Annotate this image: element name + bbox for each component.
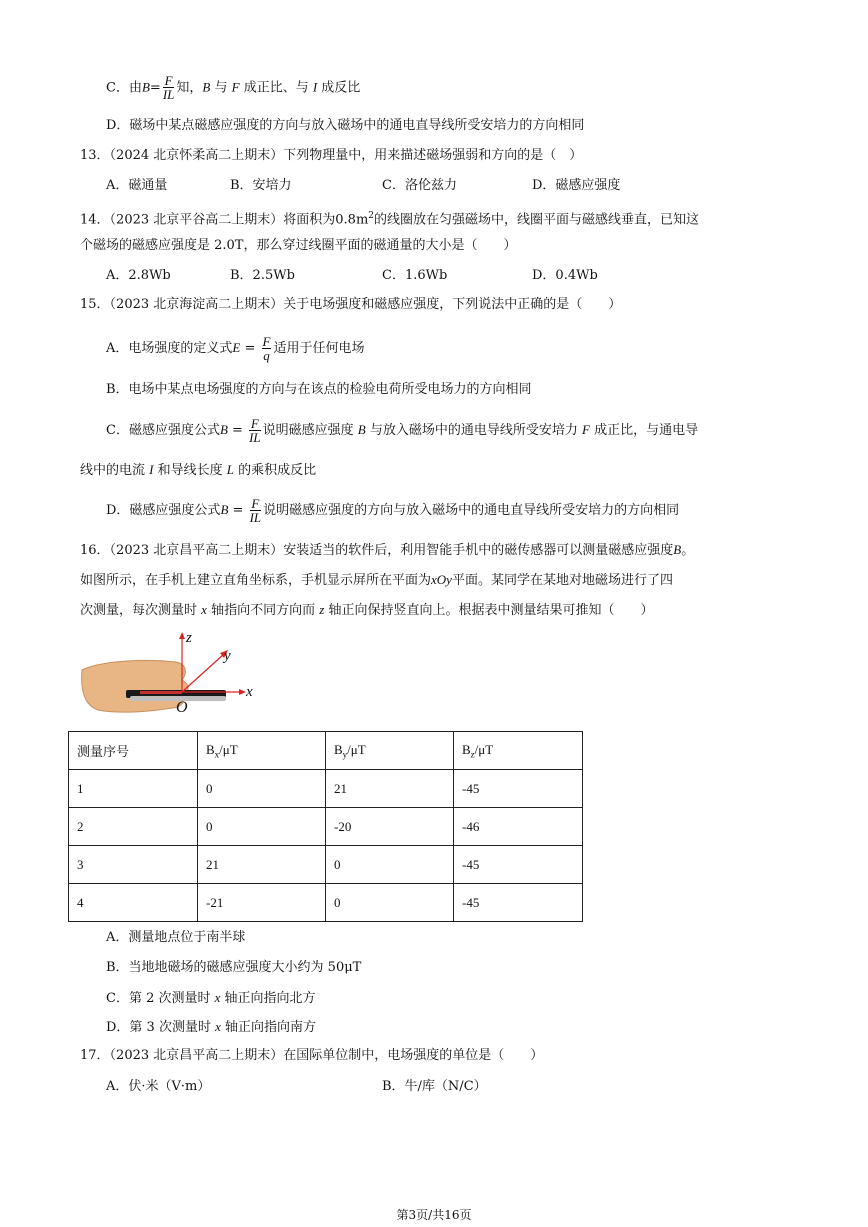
header-by-main: B [334,741,343,757]
phone-axes-figure [78,628,268,720]
header-bx-sub: x [214,749,220,760]
q12-c-den: IL [162,87,175,102]
q16-l3a: 次测量，每次测量时 [80,603,198,618]
q16-option-b: B．当地地磁场的磁感应强度大小约为 50μT [106,960,362,975]
q16-stem-line1 [80,540,694,561]
header-by-sub: y [342,749,348,760]
q14-option-b: B．2.5Wb [230,268,295,283]
q12-option-c [106,74,360,102]
q17-option-b: B．牛/库（N/C） [382,1079,487,1094]
q15-c-den: IL [249,429,261,445]
q16-d-a: D．第 3 次测量时 [106,1020,211,1035]
q15-a-suffix: 适用于任何电场 [273,341,365,356]
header-by-unit: /μT [347,741,366,757]
q14-area: 0.8m [335,212,369,228]
q15-d-den: IL [249,509,262,525]
q16-l1-b: B [673,542,682,557]
q15-d-fraction [250,497,262,525]
q15-c-prefix: C．磁感应强度公式 [106,423,220,438]
q12-c-s4: 成反比 [317,80,361,96]
q15-a-e: E [232,340,241,355]
table-cell: 0 [198,808,326,846]
q16-option-d [106,1017,316,1038]
origin-label: O [176,699,188,716]
q16-d-x: x [215,1019,221,1034]
header-bx [198,732,326,770]
header-bz-sub: z [470,749,475,760]
table-cell: 2 [69,808,198,846]
q13-option-d: D．磁感应强度 [532,178,621,193]
q14-area-sup: 2 [368,211,375,221]
axis-label-z: z [186,630,192,646]
table-row [69,770,583,808]
q15-c-t2: 与放入磁场中的通电导线所受安培力 [369,423,578,438]
axis-label-y: y [224,648,231,664]
q15-a-den: q [263,347,270,363]
header-by [326,732,454,770]
q15-a-fraction [262,335,272,363]
q16-stem-line2 [80,570,673,591]
q15-c-f: F [582,422,590,437]
q12-c-i: I [312,79,318,95]
q15-option-c [106,416,698,445]
table-cell: 0 [198,770,326,808]
axis-label-x: x [246,684,253,700]
q12-c-eq: = [149,80,161,96]
measurement-table [68,731,583,922]
q13-option-a: A．磁通量 [106,178,168,193]
q16-d-b: 轴正向指向南方 [225,1020,317,1035]
q15-d-suffix: 说明磁感应强度的方向与放入磁场中的通电直导线所受安培力的方向相同 [263,503,680,518]
q14-stem-line1 [80,206,699,230]
table-cell: -45 [454,846,583,884]
q16-option-c [106,988,316,1009]
q14-option-a: A．2.8Wb [106,268,171,283]
q17-option-a: A．伏·米（V·m） [106,1079,211,1094]
table-cell: -46 [454,808,583,846]
q15-c-fraction [249,417,261,445]
q16-l2-xoy: xOy [431,572,452,587]
table-row [69,884,583,922]
phone-screen-edge [140,691,182,694]
table-cell: 1 [69,770,198,808]
q16-l2a: 如图所示，在手机上建立直角坐标系，手机显示屏所在平面为 [80,573,432,588]
q16-l2b: 平面。某同学在某地对地磁场进行了四 [451,573,673,588]
header-bx-unit: /μT [219,741,238,757]
q12-c-s1: 知， [176,80,203,96]
q16-l3c: 轴正向保持竖直向上。根据表中测量结果可推知（ ） [328,603,654,618]
header-index-text: 测量序号 [77,744,130,759]
header-bx-main: B [206,741,215,757]
table-cell: 3 [69,846,198,884]
q15-c-eq: = [227,423,248,438]
q16-l3-z: z [319,602,325,617]
q16-l3b: 轴指向不同方向而 [211,603,316,618]
table-row [69,808,583,846]
q12-c-s3: 成正比、与 [239,80,313,96]
q15-c-t3: 成正比，与通电导 [594,423,699,438]
q16-l3-x: x [201,602,207,617]
header-bz-main: B [462,741,471,757]
hand-illustration [82,660,188,712]
q14-stem-line2: 个磁场的磁感应强度是 2.0T，那么穿过线圈平面的磁通量的大小是（ ） [80,238,517,253]
q14-option-d: D．0.4Wb [532,268,598,283]
q15-d-prefix: D．磁感应强度公式 [106,503,221,518]
q15-a-prefix: A．电场强度的定义式 [106,341,233,356]
table-cell: -21 [198,884,326,922]
q14-option-c: C．1.6Wb [382,268,448,283]
q12-option-d: D．磁场中某点磁感应强度的方向与放入磁场中的通电直导线所受安培力的方向相同 [106,118,585,133]
table-cell: -20 [326,808,454,846]
q15-c-l2c: 的乘积成反比 [238,463,317,478]
q15-d-b: B [220,502,229,517]
q12-c-b2: B [202,79,211,95]
q15-c-l2a: 线中的电流 [80,463,146,478]
table-header-row [69,732,583,770]
table-cell: 4 [69,884,198,922]
q16-c-x: x [214,990,221,1005]
q16-c-a: C．第 2 次测量时 [106,991,211,1006]
q15-c-l2b: 和导线长度 [157,463,223,478]
q15-d-eq: = [228,503,248,518]
q15-c-b2: B [357,422,366,437]
page-footer: 第3页/共16页 [396,1208,472,1222]
table-cell: -45 [454,884,583,922]
q15-option-c-line2 [80,460,316,481]
table-cell: 0 [326,884,454,922]
table-cell: 21 [326,770,454,808]
q16-option-a: A．测量地点位于南半球 [106,930,246,945]
q15-option-a [106,334,364,363]
header-bz [454,732,583,770]
q14-stem-a: 14．（2023 北京平谷高二上期末）将面积为 [80,212,336,228]
q16-c-b: 轴正向指向北方 [224,991,316,1006]
q16-l1b: 。 [681,543,695,558]
q13-stem: 13．（2024 北京怀柔高二上期末）下列物理量中，用来描述磁场强弱和方向的是（ ） [80,148,583,163]
table-cell: -45 [454,770,583,808]
q12-c-fraction [163,74,175,102]
q15-option-b: B．电场中某点电场强度的方向与在该点的检验电荷所受电场力的方向相同 [106,382,532,397]
q15-c-b: B [219,422,228,437]
q12-c-num: F [164,73,173,88]
q15-c-i: I [149,462,154,477]
q12-c-b: B [141,79,150,95]
table-cell: 0 [326,846,454,884]
q15-option-d [106,496,679,525]
q13-option-b: B．安培力 [230,178,292,193]
q12-c-prefix: C．由 [106,80,142,96]
q17-stem: 17．（2023 北京昌平高二上期末）在国际单位制中，电场强度的单位是（ ） [80,1048,544,1063]
q15-c-num: F [250,415,259,431]
q12-c-f: F [231,79,240,95]
q15-c-l: L [226,462,235,477]
q15-d-num: F [251,495,260,511]
q14-stem-b: 的线圈放在匀强磁场中，线圈平面与磁感线垂直，已知这 [374,212,700,228]
header-index [69,732,198,770]
q15-a-num: F [262,333,271,349]
table-cell: 21 [198,846,326,884]
q13-option-c: C．洛伦兹力 [382,178,457,193]
q15-stem: 15．（2023 北京海淀高二上期末）关于电场强度和磁感应强度，下列说法中正确的是（ ） [80,297,622,312]
q16-stem-line3 [80,600,653,621]
header-bz-unit: /μT [474,741,494,757]
table-row [69,846,583,884]
q15-a-eq: = [240,341,260,356]
q15-c-t1: 说明磁感应强度 [262,423,354,438]
q12-c-s2: 与 [210,80,232,96]
q16-l1a: 16．（2023 北京昌平高二上期末）安装适当的软件后，利用智能手机中的磁传感器可以测量磁感应强度 [80,543,674,558]
